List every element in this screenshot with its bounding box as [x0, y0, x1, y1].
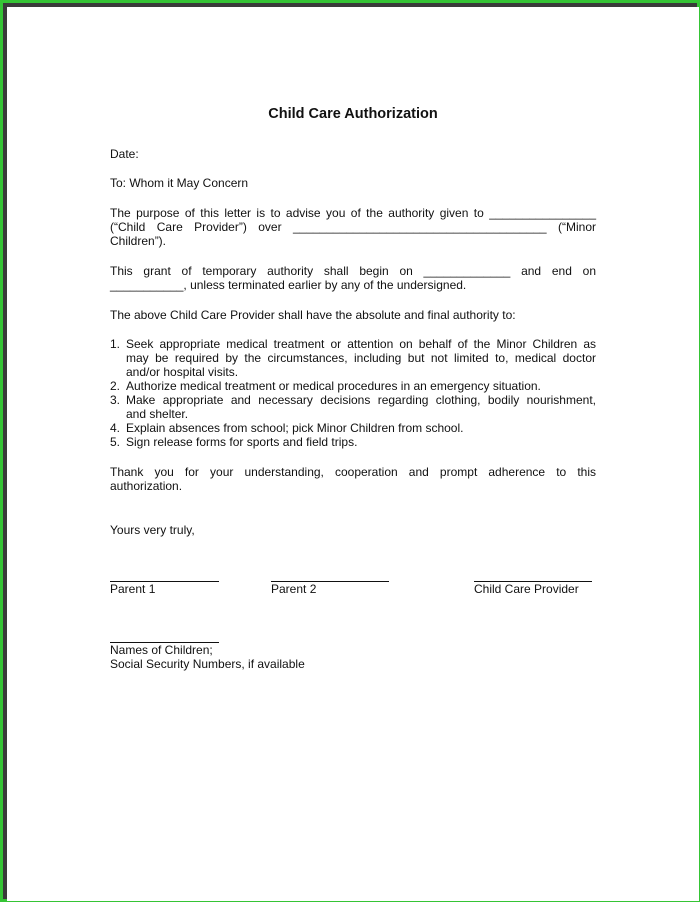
children-label: Names of Children; [110, 643, 213, 657]
purpose-line-3: Children”). [110, 234, 167, 248]
provider-label: Child Care Provider [474, 582, 579, 596]
list-item-line: and/or hospital visits. [126, 365, 239, 379]
document-title: Child Care Authorization [268, 106, 438, 122]
authority-intro: The above Child Care Provider shall have the absolute and final authority to: [110, 308, 516, 322]
list-item-line: may be required by the circumstances, including but not limited to, medical doctor [126, 351, 596, 365]
closing: Yours very truly, [110, 523, 195, 537]
list-item-line: Explain absences from school; pick Minor Children from school. [126, 421, 464, 435]
list-number: 3. [110, 393, 121, 407]
list-item-line: Seek appropriate medical treatment or attention on behalf of the Minor Children as [126, 337, 596, 351]
parent2-label: Parent 2 [271, 582, 317, 596]
date-label: Date: [110, 147, 139, 161]
grant-line-2: ___________, unless terminated earlier by any of the undersigned. [110, 278, 467, 292]
list-number: 1. [110, 337, 121, 351]
purpose-line-2: (“Child Care Provider”) over ______________________________________ (“Minor [110, 220, 596, 234]
list-number: 4. [110, 421, 121, 435]
ssn-label: Social Security Numbers, if available [110, 657, 305, 671]
list-number: 5. [110, 435, 121, 449]
list-item-line: Authorize medical treatment or medical procedures in an emergency situation. [126, 379, 541, 393]
purpose-line-1: The purpose of this letter is to advise you of the authority given to ________________ [110, 206, 596, 220]
list-number: 2. [110, 379, 121, 393]
thanks-line-2: authorization. [110, 479, 183, 493]
to-line: To: Whom it May Concern [110, 176, 249, 190]
thanks-line-1: Thank you for your understanding, cooperation and prompt adherence to this [110, 465, 596, 479]
grant-line-1: This grant of temporary authority shall begin on _____________ and end on [110, 264, 596, 278]
list-item-line: Sign release forms for sports and field trips. [126, 435, 358, 449]
list-item-line: Make appropriate and necessary decisions regarding clothing, bodily nourishment, [126, 393, 596, 407]
document-page [7, 7, 699, 901]
parent1-label: Parent 1 [110, 582, 156, 596]
list-item-line: and shelter. [126, 407, 189, 421]
